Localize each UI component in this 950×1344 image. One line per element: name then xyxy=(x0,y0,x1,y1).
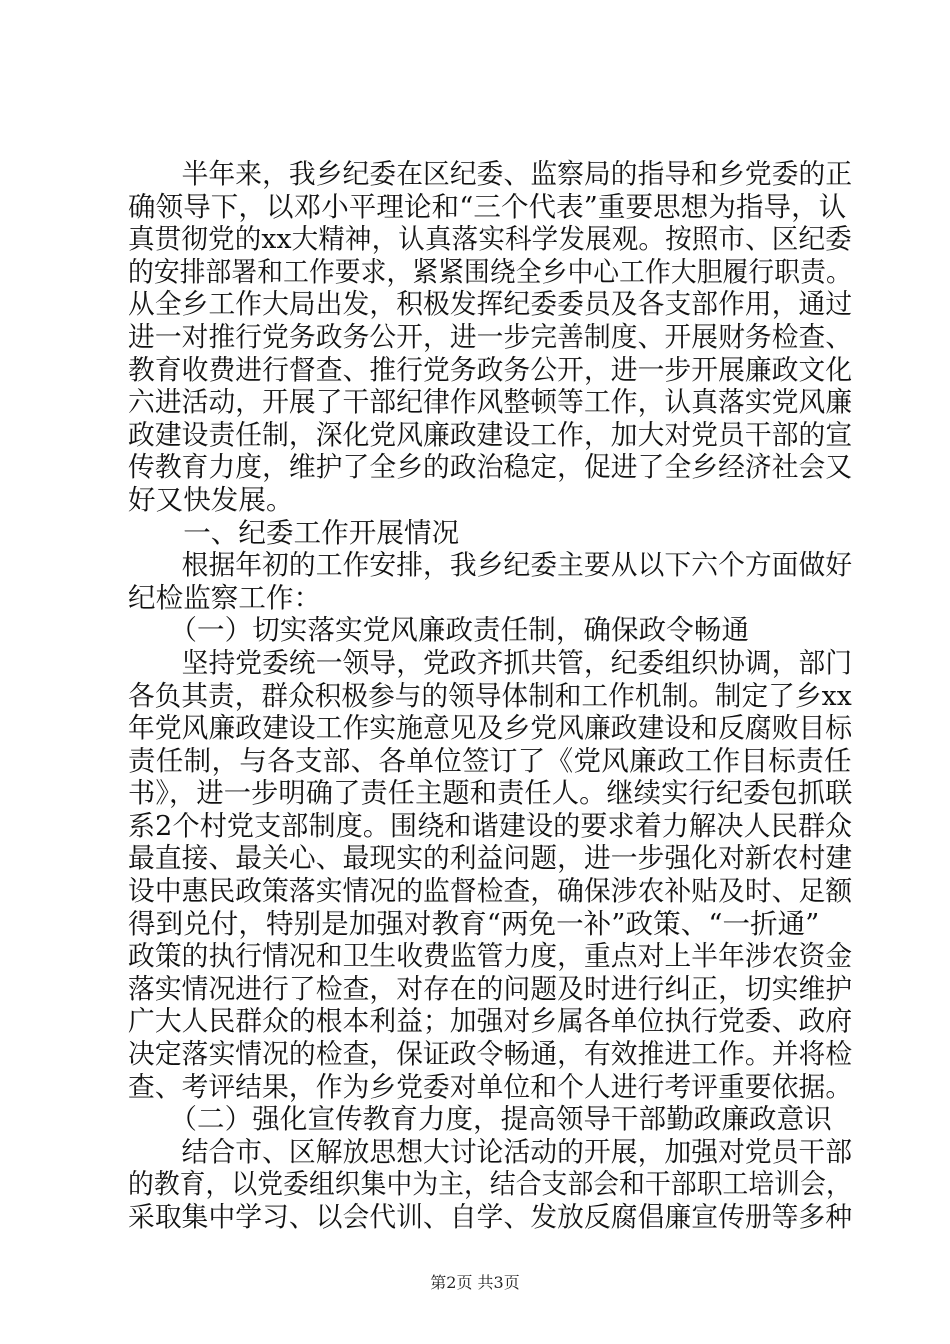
text-line: 纪检监察工作： xyxy=(128,581,322,614)
text-line: 半年来，我乡纪委在区纪委、监察局的指导和乡党委的正 xyxy=(128,158,853,190)
text-line: 教育收费进行督查、推行党务政务公开，进一步开展廉政文化 xyxy=(128,353,853,386)
text-line: 传教育力度，维护了全乡的政治稳定，促进了全乡经济社会又 xyxy=(128,451,853,484)
text-line: 一、纪委工作开展情况 xyxy=(128,516,460,549)
text-line: 广大人民群众的根本利益；加强对乡属各单位执行党委、政府 xyxy=(128,1005,853,1038)
text-line: 决定落实情况的检查，保证政令畅通，有效推进工作。并将检 xyxy=(128,1038,853,1071)
text-line: 确领导下，以邓小平理论和“三个代表”重要思想为指导，认 xyxy=(128,190,847,223)
text-line: 真贯彻党的xx大精神，认真落实科学发展观。按照市、区纪委 xyxy=(128,223,852,256)
text-line: 进一对推行党务政务公开，进一步完善制度、开展财务检查、 xyxy=(128,320,853,353)
text-line: 从全乡工作大局出发，积极发挥纪委委员及各支部作用，通过 xyxy=(128,288,853,321)
text-line: 好又快发展。 xyxy=(128,483,294,516)
text-line: 年党风廉政建设工作实施意见及乡党风廉政建设和反腐败目标 xyxy=(128,712,853,745)
page-footer: 第2页 共3页 xyxy=(430,1273,520,1292)
text-line: 政建设责任制，深化党风廉政建设工作，加大对党员干部的宣 xyxy=(128,418,853,451)
text-line: 书》，进一步明确了责任主题和责任人。继续实行纪委包抓联 xyxy=(128,777,853,810)
text-line: 的教育，以党委组织集中为主，结合支部会和干部职工培训会， xyxy=(128,1168,852,1201)
text-line: 落实情况进行了检查，对存在的问题及时进行纠正，切实维护 xyxy=(128,972,853,1005)
text-line: 政策的执行情况和卫生收费监管力度，重点对上半年涉农资金 xyxy=(128,940,853,973)
text-line: 根据年初的工作安排，我乡纪委主要从以下六个方面做好 xyxy=(128,549,853,582)
document-body xyxy=(128,158,852,1234)
text-line: 责任制，与各支部、各单位签订了《党风廉政工作目标责任 xyxy=(128,744,852,777)
text-line: 的安排部署和工作要求，紧紧围绕全乡中心工作大胆履行职责。 xyxy=(128,255,852,288)
text-line: 系2个村党支部制度。围绕和谐建设的要求着力解决人民群众 xyxy=(128,809,853,842)
text-line: 坚持党委统一领导，党政齐抓共管，纪委组织协调，部门 xyxy=(128,646,853,679)
text-line: 六进活动，开展了干部纪律作风整顿等工作，认真落实党风廉 xyxy=(128,386,853,419)
text-line: （二）强化宣传教育力度，提高领导干部勤政廉政意识 xyxy=(128,1103,832,1136)
text-line: 采取集中学习、以会代训、自学、发放反腐倡廉宣传册等多种 xyxy=(128,1201,853,1233)
text-line: 结合市、区解放思想大讨论活动的开展，加强对党员干部 xyxy=(128,1135,853,1168)
text-line: 设中惠民政策落实情况的监督检查，确保涉农补贴及时、足额 xyxy=(128,875,853,908)
text-line: 各负其责，群众积极参与的领导体制和工作机制。制定了乡xx xyxy=(128,679,852,712)
text-line: 得到兑付，特别是加强对教育“两免一补”政策、“一折通” xyxy=(128,907,820,940)
text-line: 最直接、最关心、最现实的利益问题，进一步强化对新农村建 xyxy=(128,842,853,875)
text-line: （一）切实落实党风廉政责任制，确保政令畅通 xyxy=(128,614,750,647)
text-line: 查、考评结果，作为乡党委对单位和个人进行考评重要依据。 xyxy=(128,1070,853,1103)
